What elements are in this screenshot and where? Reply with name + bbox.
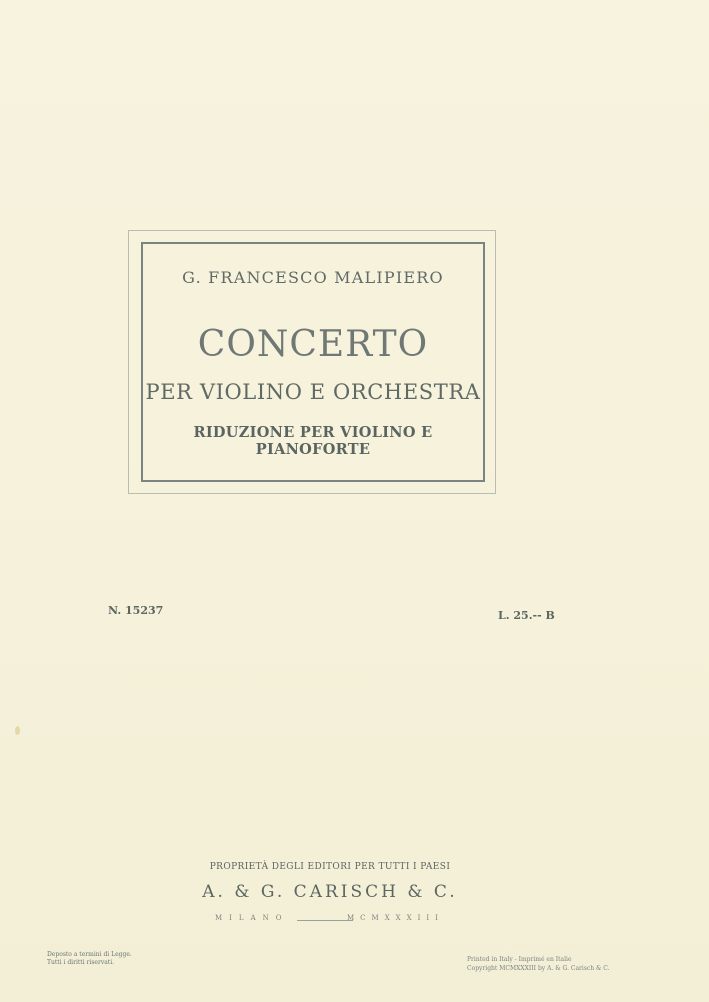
printed-in-line: Printed in Italy - Imprimé en Italie xyxy=(467,956,572,963)
copyright-note xyxy=(467,955,610,973)
legal-deposit-note xyxy=(47,951,132,967)
publication-year: MCMXXXIII xyxy=(347,914,444,922)
imprint-divider xyxy=(297,920,353,921)
paper-stain xyxy=(15,726,20,735)
publisher-name: A. & G. CARISCH & C. xyxy=(202,882,458,902)
price-label: L. 25.-- B xyxy=(498,609,555,622)
title-block xyxy=(141,242,485,482)
legal-deposit-line: Deposto a termini di Legge. xyxy=(47,951,132,958)
copyright-line: Copyright MCMXXXIII by A. & G. Carisch & C. xyxy=(467,965,610,972)
reduction-note: RIDUZIONE PER VIOLINO E PIANOFORTE xyxy=(193,424,433,458)
catalog-number: N. 15237 xyxy=(108,604,164,617)
work-title: CONCERTO xyxy=(197,324,429,365)
rights-notice: PROPRIETÀ DEGLI EDITORI PER TUTTI I PAESI xyxy=(209,862,451,872)
imprint-row xyxy=(215,914,460,928)
composer-name: G. FRANCESCO MALIPIERO xyxy=(182,268,444,287)
rights-reserved-line: Tutti i diritti riservati. xyxy=(47,959,115,966)
work-subtitle: PER VIOLINO E ORCHESTRA xyxy=(145,380,481,404)
publisher-city: MILANO xyxy=(215,914,289,922)
